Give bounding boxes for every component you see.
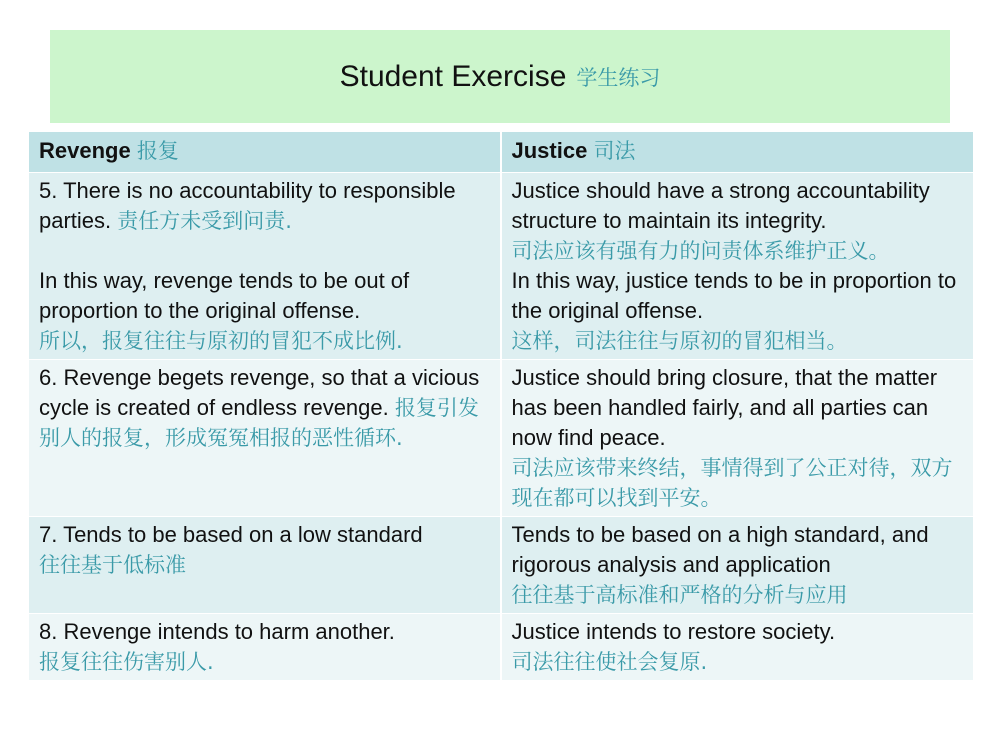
revenge-cell	[29, 517, 501, 614]
table-row	[29, 173, 974, 360]
justice-text: Justice should have a strong accountability structure to maintain its integrity.	[511, 178, 930, 233]
justice-text: Justice intends to restore society.	[511, 619, 836, 644]
justice-text-chinese: 司法应该带来终结，事情得到了公正对待，双方现在都可以找到平安。	[511, 456, 953, 510]
justice-text-chinese: 这样，司法往往与原初的冒犯相当。	[511, 329, 848, 353]
table-header-row	[29, 132, 974, 173]
justice-cell	[501, 614, 974, 681]
comparison-table	[28, 131, 975, 681]
revenge-text: 7. Tends to be based on a low standard	[39, 522, 423, 547]
header-justice-chinese: 司法	[593, 139, 636, 163]
justice-cell	[501, 517, 974, 614]
revenge-cell	[29, 614, 501, 681]
revenge-text-chinese: 所以，报复往往与原初的冒犯不成比例.	[39, 329, 403, 353]
justice-text: Justice should bring closure, that the matter has been handled fairly, and all parties can now find peace.	[511, 365, 938, 450]
revenge-text: 8. Revenge intends to harm another.	[39, 619, 395, 644]
header-justice	[501, 132, 974, 173]
justice-text: In this way, justice tends to be in proportion to the original offense.	[511, 268, 957, 323]
revenge-text: 5. There is no accountability to responsible parties.	[39, 178, 456, 233]
header-justice-english: Justice	[511, 138, 588, 163]
revenge-text: In this way, revenge tends to be out of proportion to the original offense.	[39, 268, 410, 323]
justice-text: Tends to be based on a high standard, and rigorous analysis and application	[511, 522, 929, 577]
table-row	[29, 614, 974, 681]
header-revenge-chinese: 报复	[136, 139, 179, 163]
slide-title-english: Student Exercise	[339, 59, 567, 93]
table-row	[29, 517, 974, 614]
revenge-cell	[29, 173, 501, 360]
header-revenge-english: Revenge	[39, 138, 131, 163]
revenge-text-chinese: 往往基于低标准	[39, 553, 186, 577]
justice-text-chinese: 往往基于高标准和严格的分析与应用	[511, 583, 848, 607]
table-row	[29, 360, 974, 517]
revenge-text-chinese: 责任方未受到问责.	[117, 209, 292, 233]
revenge-cell	[29, 360, 501, 517]
justice-text-chinese: 司法应该有强有力的问责体系维护正义。	[511, 239, 890, 263]
revenge-text: 6. Revenge begets revenge, so that a vicious cycle is created of endless revenge.	[39, 365, 480, 420]
revenge-text-chinese: 报复往往伤害别人.	[39, 650, 214, 674]
justice-cell	[501, 173, 974, 360]
justice-cell	[501, 360, 974, 517]
paragraph-spacer	[39, 236, 490, 266]
revenge-text-chinese: 报复引发别人的报复，形成冤冤相报的恶性循环.	[39, 396, 479, 450]
slide-title-chinese: 学生练习	[576, 65, 661, 90]
justice-text-chinese: 司法往往使社会复原.	[511, 650, 708, 674]
slide-title-banner	[50, 30, 950, 123]
header-revenge	[29, 132, 501, 173]
